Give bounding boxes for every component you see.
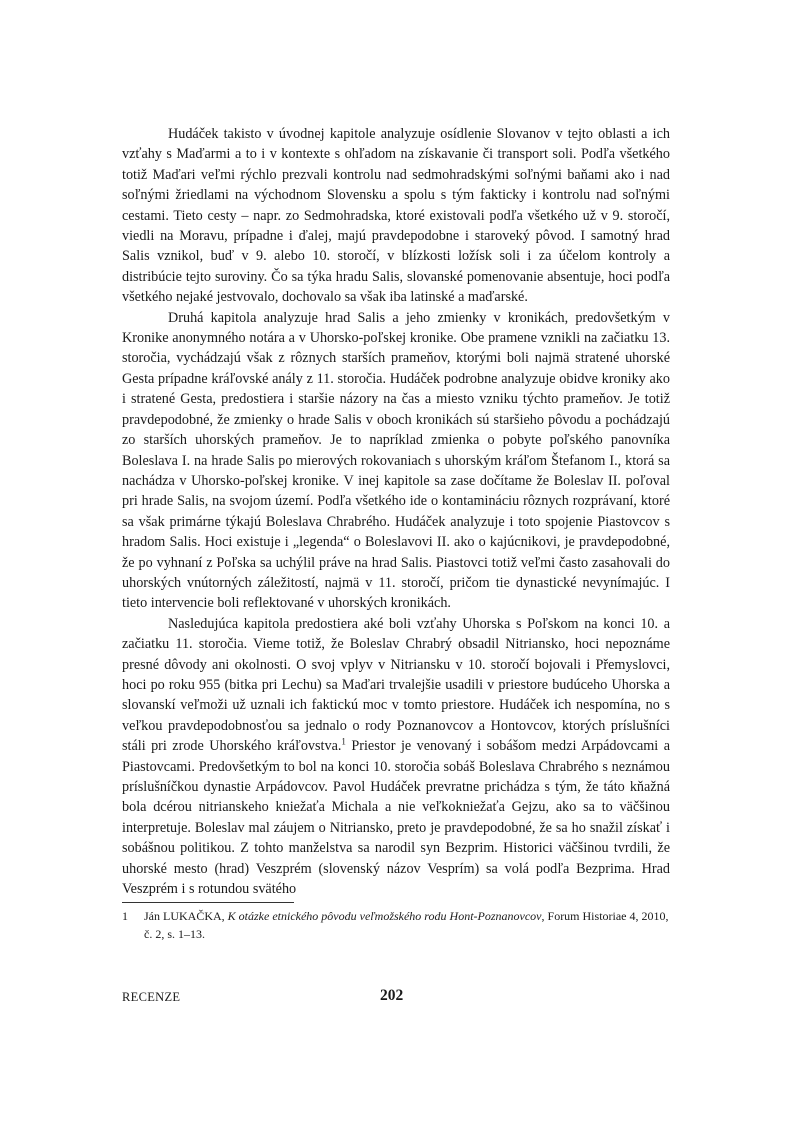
paragraph-1: Hudáček takisto v úvodnej kapitole analyzuje osídlenie Slovanov v tejto oblasti a ich vzťahy s Maďarmi a to i v kontexte s ohľadom na získavanie či transport soli. Podľa všetkého totiž Maďari veľmi rýchlo prezvali kontrolu nad sedmohradskými soľnými baňami ako i nad soľnými žriedlami na východnom Slovensku a spolu s tým fakticky i kontrolu nad soľnými cestami. Tieto cesty – napr. zo Sedmohradska, ktoré existovali podľa všetkého už v 9. storočí, viedli na Moravu, prípadne i ďalej, majú pravdepodobne i staroveký pôvod. I samotný hrad Salis vznikol, buď v 9. alebo 10. storočí, v blízkosti ložísk soli i za účelom kontroly a distribúcie tejto suroviny. Čo sa týka hradu Salis, slovanské pomenovanie absentuje, hoci podľa všetkého nejaké jestvovalo, dochovalo sa však iba latinské a maďarské.: [122, 126, 670, 306]
body-text: [122, 124, 670, 899]
footnote-title: K otázke etnického pôvodu veľmožského rodu Hont-Poznanovcov: [227, 909, 542, 923]
footnote-author: Ján LUKAČKA,: [144, 909, 228, 923]
footnote-text: [144, 908, 670, 943]
page-number: 202: [380, 987, 404, 1004]
footnote-divider: [122, 902, 294, 903]
footnote-number: 1: [122, 909, 128, 923]
paragraph-3-text-a: Nasledujúca kapitola predostiera aké boli vzťahy Uhorska s Poľskom na konci 10. a začiatku 11. storočia. Vieme totiž, že Boleslav Chrabrý obsadil Nitriansko, hoci nepoznáme presné dôvody ani okolnosti. O svoj vplyv v Nitriansku v 10. storočí bojovali i Přemyslovci, hoci po roku 955 (bitka pri Lechu) sa Maďari trvalejšie usadili v priestore budúceho Uhorska a slovanskí veľmoži už uznali ich faktickú moc v tomto priestore. Hudáček ich nespomína, no s veľkou pravdepodobnosťou sa jednalo o rody Poznanovcov a Hontovcov, ktorých príslušníci stáli pri zrode Uhorského kráľovstva.: [122, 615, 670, 755]
footnote-citation: , Forum Historiae 4, 2010, č. 2, s. 1–13.: [144, 909, 669, 941]
paragraph-3: [122, 614, 670, 900]
section-label: RECENZE: [122, 990, 181, 1004]
paragraph-3-text-b: Priestor je venovaný i sobášom medzi Arpádovcami a Piastovcami. Predovšetkým to bol na konci 10. storočia sobáš Boleslava Chrabrého s neznámou príslušníčkou dynastie Arpádovcov. Pavol Hudáček prevratne prichádza s tým, že táto kňažná bola dcérou nitrianskeho kniežaťa Michala a nie veľkokniežaťa Gejzu, ako sa to väčšinou interpretuje. Boleslav mal záujem o Nitriansko, preto je pravdepodobné, že sa ho snažil získať i sobášnou politikou. Z tohto manželstva sa narodil syn Bezprim. Historici väčšinou tvrdili, že uhorské mesto (hrad) Veszprém (slovenský názov Vesprím) sa volá podľa Bezprima. Hrad Veszprém i s rotundou svätého: [122, 738, 670, 898]
paragraph-2: Druhá kapitola analyzuje hrad Salis a jeho zmienky v kronikách, predovšetkým v Kronike anonymného notára a v Uhorsko-poľskej kronike. Obe pramene vznikli na začiatku 13. storočia, vychádzajú však z rôznych starších prameňov, ktorými boli najmä stratené uhorské Gesta prípadne kráľovské anály z 11. storočia. Hudáček podrobne analyzuje obidve kroniky ako i stratené Gesta, predostiera i staršie názory na čas a miesto vzniku týchto prameňov. Je totiž pravdepodobné, že zmienky o hrade Salis v oboch kronikách sú staršieho pôvodu a pochádzajú zo starších uhorských prameňov. Je to napríklad zmienka o pobyte poľského panovníka Boleslava I. na hrade Salis po mierových rokovaniach s uhorským kráľom Štefanom I., ktorá sa nachádza v Uhorsko-poľskej kronike. V inej kapitole sa zase dočítame že Boleslav II. poľoval pri hrade Salis, na svojom území. Podľa všetkého ide o kontamináciu rôznych rozprávaní, ktoré sa však primárne týkajú Boleslava Chrabrého. Hudáček analyzuje i toto spojenie Piastovcov s hradom Salis. Hoci existuje i „legenda“ o Boleslavovi II. ako o kajúcnikovi, je pravdepodobné, že po vyhnaní z Poľska sa uchýlil práve na hrad Salis. Piastovci totiž veľmi často zasahovali do uhorských vnútorných záležitostí, najmä v 11. storočí, pričom tie dynastické nevynímajúc. I tieto intervencie boli reflektované v uhorských kronikách.: [122, 309, 670, 612]
footnote-reference[interactable]: 1: [341, 736, 346, 747]
footnote: [122, 908, 670, 943]
